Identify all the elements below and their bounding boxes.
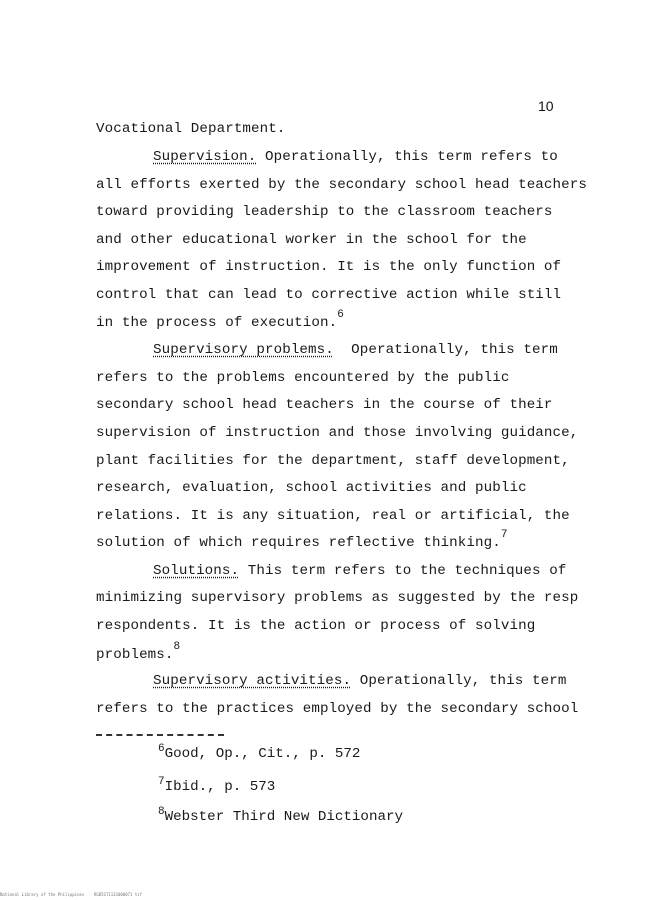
text-line: secondary school head teachers in the course of their <box>96 397 553 413</box>
text-line: relations. It is any situation, real or artificial, the <box>96 508 570 524</box>
footnote: $^6$Good, Op., Cit., p. 572 <box>158 743 361 762</box>
text-line: problems.$^8$ <box>96 641 181 663</box>
text-line: control that can lead to corrective action while still <box>96 287 562 303</box>
text-line: plant facilities for the department, staff development, <box>96 453 570 469</box>
text-line: toward providing leadership to the classroom teachers <box>96 204 553 220</box>
footnote: $^8$Webster Third New Dictionary <box>158 806 403 825</box>
footnote-divider <box>96 734 224 736</box>
paragraph-supervisory-activities: Supervisory activities. Operationally, this term <box>153 673 567 689</box>
term-solutions: Solutions. <box>153 563 240 579</box>
text-line: all efforts exerted by the secondary school head teachers <box>96 177 587 193</box>
text-line: research, evaluation, school activities and public <box>96 480 527 496</box>
paragraph-solutions: Solutions. This term refers to the techniques of <box>153 563 567 579</box>
text-line: improvement of instruction. It is the only function of <box>96 259 562 275</box>
footnote-ref: 7 <box>500 529 508 541</box>
term-supervisory-problems: Supervisory problems. <box>153 342 334 358</box>
text-line: Vocational Department. <box>96 121 286 137</box>
text-line: solution of which requires reflective thinking.$^7$ <box>96 529 508 551</box>
text-line: respondents. It is the action or process of solving <box>96 618 536 634</box>
paragraph-supervision: Supervision. Operationally, this term refers to <box>153 149 558 165</box>
scan-footer: National Library of the Philippines RGD5ST1131000071 tif <box>0 892 143 897</box>
text-line: in the process of execution.$^6$ <box>96 309 344 331</box>
page-number: 10 <box>538 98 554 114</box>
text-line: minimizing supervisory problems as suggested by the resp <box>96 590 579 606</box>
text-line: and other educational worker in the school for the <box>96 232 527 248</box>
footnote: $^7$Ibid., p. 573 <box>158 776 276 795</box>
text-line: refers to the problems encountered by the public <box>96 370 510 386</box>
footnote-ref: 8 <box>173 641 181 653</box>
text-line: refers to the practices employed by the secondary school <box>96 701 579 717</box>
term-supervisory-activities: Supervisory activities. <box>153 673 352 689</box>
term-supervision: Supervision. <box>153 149 257 165</box>
text-line: supervision of instruction and those involving guidance, <box>96 425 579 441</box>
footnote-ref: 6 <box>337 309 344 321</box>
paragraph-supervisory-problems: Supervisory problems. Operationally, this term <box>153 342 558 358</box>
